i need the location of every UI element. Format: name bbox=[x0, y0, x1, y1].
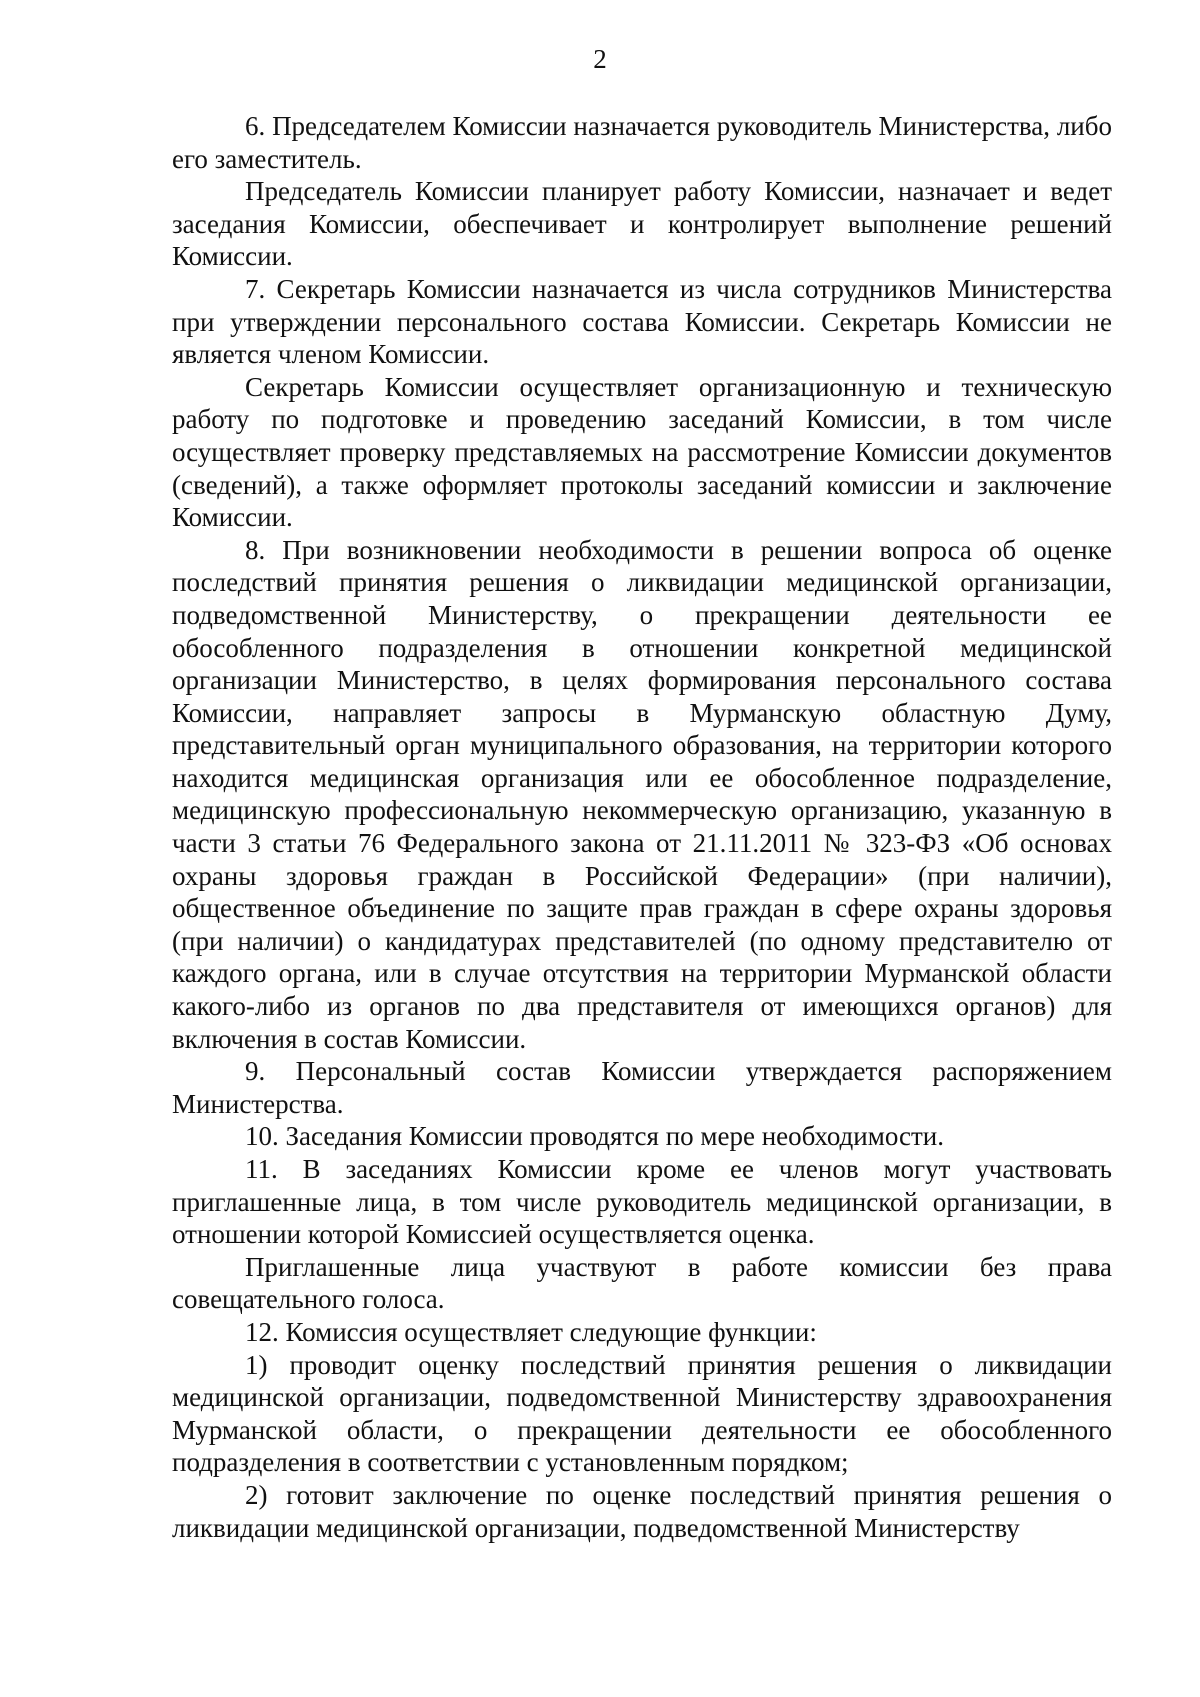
paragraph-10: 10. Заседания Комиссии проводятся по мере необходимости. bbox=[245, 1121, 944, 1152]
paragraph-chairman-duties: Председатель Комиссии планирует работу Комиссии, назначает и ведет заседания Комиссии, обеспечивает и контролирует выполнение решений Комиссии. bbox=[172, 176, 1112, 272]
list-item-1: 1) проводит оценку последствий принятия решения о ликвидации медицинской организации, подведомственной Министерству здравоохранения Мурманской области, о прекращении деятельности ее обособленного подразделения в соответствии с установленным порядком; bbox=[172, 1349, 1112, 1478]
paragraph-9: 9. Персональный состав Комиссии утверждается распоряжением Министерства. bbox=[172, 1056, 1112, 1119]
paragraph-12: 12. Комиссия осуществляет следующие функции: bbox=[245, 1316, 817, 1347]
paragraph-secretary-duties: Секретарь Комиссии осуществляет организационную и техническую работу по подготовке и проведению заседаний Комиссии, в том числе осуществляет проверку представляемых на рассмотрение Комиссии документов (сведений), а также оформляет протоколы заседаний комиссии и заключение Комиссии. bbox=[172, 371, 1112, 533]
paragraph-invited-persons: Приглашенные лица участвуют в работе комиссии без права совещательного голоса. bbox=[172, 1251, 1112, 1315]
paragraph-8: 8. При возникновении необходимости в решении вопроса об оценке последствий принятия решения о ликвидации медицинской организации, подведомственной Министерству, о прекращении деятельности ее обособленного подразделения в отношении конкретной медицинской организации Министерство, в целях формирования персонального состава Комиссии, направляет запросы в Мурманскую областную Думу, представительный орган муниципального образования, на территории которого находится медицинская организация или ее обособленное подразделение, медицинскую профессиональную некоммерческую организацию, указанную в части 3 статьи 76 Федерального закона от 21.11.2011 № 323-ФЗ «Об основах охраны здоровья граждан в Российской Федерации» (при наличии), общественное объединение по защите прав граждан в сфере охраны здоровья (при наличии) о кандидатурах представителей (по одному представителю от каждого органа, или в случае отсутствия на территории Мурманской области какого-либо из органов по два представителя от имеющихся органов) для включения в состав Комиссии. bbox=[172, 534, 1112, 1054]
list-item-2: 2) готовит заключение по оценке последствий принятия решения о ликвидации медицинской организации, подведомственной Министерству bbox=[172, 1479, 1112, 1543]
paragraph-7: 7. Секретарь Комиссии назначается из числа сотрудников Министерства при утверждении персонального состава Комиссии. Секретарь Комиссии не является членом Комиссии. bbox=[172, 273, 1112, 370]
page-number: 2 bbox=[593, 44, 607, 74]
paragraph-11: 11. В заседаниях Комиссии кроме ее членов могут участвовать приглашенные лица, в том числе руководитель медицинской организации, в отношении которой Комиссией осуществляется оценка. bbox=[172, 1154, 1112, 1250]
paragraph-6: 6. Председателем Комиссии назначается руководитель Министерства, либо его заместитель. bbox=[172, 111, 1112, 174]
document-body bbox=[172, 110, 1112, 1544]
